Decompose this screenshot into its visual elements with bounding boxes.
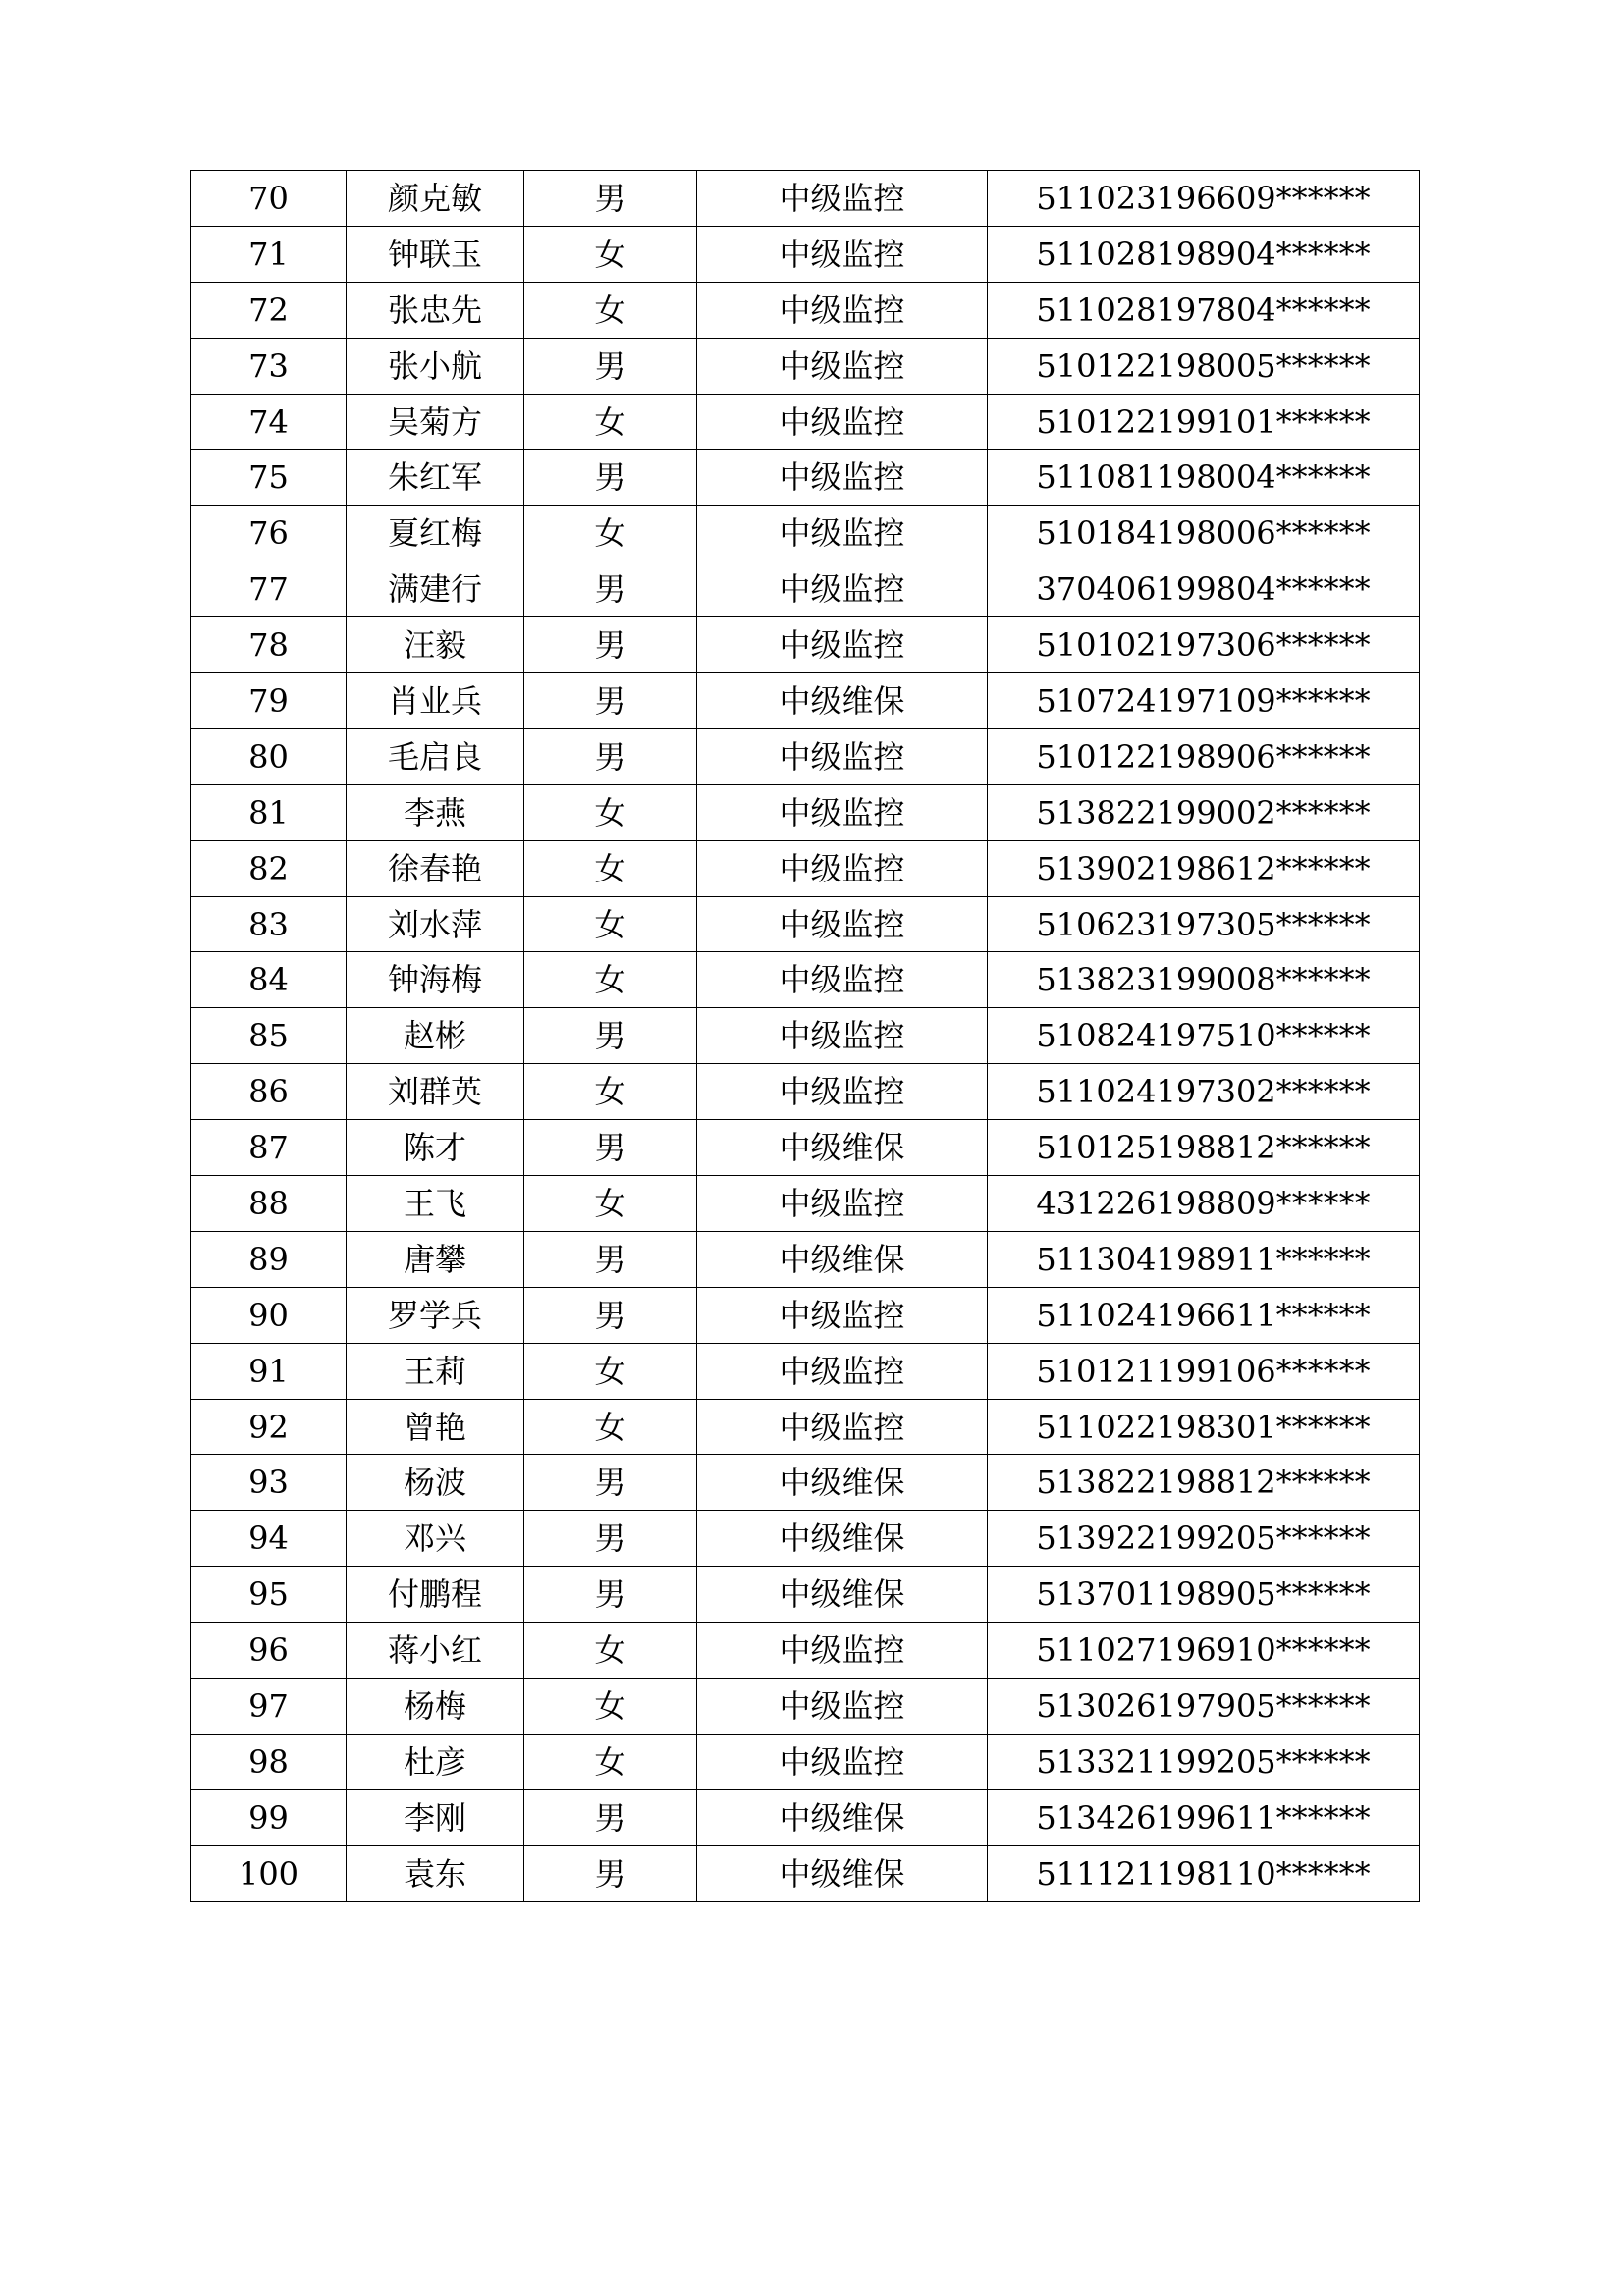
table-row [191,1343,1420,1399]
row-number-cell: 81 [191,784,347,840]
name-cell: 罗学兵 [347,1287,524,1343]
gender-cell: 男 [524,171,697,227]
row-number-cell: 74 [191,394,347,450]
qualification-level-cell: 中级监控 [697,1008,988,1064]
gender-cell: 女 [524,1064,697,1120]
qualification-level-cell: 中级监控 [697,338,988,394]
gender-cell: 女 [524,952,697,1008]
gender-cell: 女 [524,226,697,282]
id-number-cell: 431226198809****** [988,1176,1420,1232]
name-cell: 肖业兵 [347,673,524,729]
gender-cell: 女 [524,394,697,450]
qualification-level-cell: 中级监控 [697,1679,988,1735]
qualification-level-cell: 中级监控 [697,1287,988,1343]
name-cell: 邓兴 [347,1511,524,1567]
id-number-cell: 510102197306****** [988,617,1420,673]
name-cell: 张小航 [347,338,524,394]
row-number-cell: 85 [191,1008,347,1064]
id-number-cell: 510122198005****** [988,338,1420,394]
name-cell: 吴菊方 [347,394,524,450]
roster-table-body [191,171,1420,1902]
qualification-level-cell: 中级维保 [697,673,988,729]
qualification-level-cell: 中级监控 [697,784,988,840]
id-number-cell: 513426199611****** [988,1789,1420,1845]
id-number-cell: 511028197804****** [988,282,1420,338]
table-row [191,450,1420,506]
gender-cell: 男 [524,338,697,394]
row-number-cell: 91 [191,1343,347,1399]
row-number-cell: 72 [191,282,347,338]
gender-cell: 女 [524,506,697,561]
qualification-level-cell: 中级维保 [697,1455,988,1511]
table-row [191,840,1420,896]
gender-cell: 男 [524,1120,697,1176]
row-number-cell: 100 [191,1845,347,1901]
name-cell: 杨波 [347,1455,524,1511]
qualification-level-cell: 中级监控 [697,450,988,506]
id-number-cell: 510184198006****** [988,506,1420,561]
qualification-level-cell: 中级监控 [697,1623,988,1679]
table-row [191,282,1420,338]
name-cell: 钟联玉 [347,226,524,282]
name-cell: 王莉 [347,1343,524,1399]
qualification-level-cell: 中级维保 [697,1231,988,1287]
name-cell: 刘群英 [347,1064,524,1120]
gender-cell: 女 [524,1399,697,1455]
id-number-cell: 510125198812****** [988,1120,1420,1176]
row-number-cell: 78 [191,617,347,673]
id-number-cell: 511121198110****** [988,1845,1420,1901]
row-number-cell: 87 [191,1120,347,1176]
name-cell: 袁东 [347,1845,524,1901]
id-number-cell: 513321199205****** [988,1734,1420,1789]
table-row [191,506,1420,561]
table-row [191,394,1420,450]
gender-cell: 男 [524,1455,697,1511]
name-cell: 杜彦 [347,1734,524,1789]
name-cell: 付鹏程 [347,1567,524,1623]
table-row [191,1231,1420,1287]
gender-cell: 男 [524,1567,697,1623]
row-number-cell: 94 [191,1511,347,1567]
qualification-level-cell: 中级监控 [697,506,988,561]
id-number-cell: 511028198904****** [988,226,1420,282]
name-cell: 毛启良 [347,728,524,784]
qualification-level-cell: 中级监控 [697,840,988,896]
name-cell: 王飞 [347,1176,524,1232]
row-number-cell: 70 [191,171,347,227]
row-number-cell: 71 [191,226,347,282]
name-cell: 颜克敏 [347,171,524,227]
name-cell: 夏红梅 [347,506,524,561]
gender-cell: 女 [524,784,697,840]
gender-cell: 男 [524,617,697,673]
id-number-cell: 510122198906****** [988,728,1420,784]
table-row [191,728,1420,784]
qualification-level-cell: 中级维保 [697,1120,988,1176]
id-number-cell: 513822198812****** [988,1455,1420,1511]
name-cell: 钟海梅 [347,952,524,1008]
name-cell: 徐春艳 [347,840,524,896]
table-row [191,1399,1420,1455]
gender-cell: 女 [524,1343,697,1399]
row-number-cell: 93 [191,1455,347,1511]
table-row [191,1623,1420,1679]
table-row [191,1287,1420,1343]
id-number-cell: 511022198301****** [988,1399,1420,1455]
row-number-cell: 84 [191,952,347,1008]
id-number-cell: 513026197905****** [988,1679,1420,1735]
row-number-cell: 82 [191,840,347,896]
name-cell: 李刚 [347,1789,524,1845]
qualification-level-cell: 中级维保 [697,1845,988,1901]
qualification-level-cell: 中级监控 [697,1176,988,1232]
qualification-level-cell: 中级监控 [697,728,988,784]
id-number-cell: 511027196910****** [988,1623,1420,1679]
id-number-cell: 511023196609****** [988,171,1420,227]
table-row [191,784,1420,840]
table-row [191,1455,1420,1511]
table-row [191,673,1420,729]
qualification-level-cell: 中级监控 [697,282,988,338]
row-number-cell: 98 [191,1734,347,1789]
qualification-level-cell: 中级维保 [697,1789,988,1845]
name-cell: 刘水萍 [347,896,524,952]
name-cell: 唐攀 [347,1231,524,1287]
row-number-cell: 80 [191,728,347,784]
row-number-cell: 95 [191,1567,347,1623]
qualification-level-cell: 中级监控 [697,617,988,673]
table-row [191,1734,1420,1789]
table-row [191,1176,1420,1232]
name-cell: 张忠先 [347,282,524,338]
table-row [191,1567,1420,1623]
id-number-cell: 511024196611****** [988,1287,1420,1343]
gender-cell: 男 [524,1231,697,1287]
qualification-level-cell: 中级监控 [697,394,988,450]
table-row [191,1120,1420,1176]
row-number-cell: 73 [191,338,347,394]
roster-table [190,170,1420,1902]
id-number-cell: 510623197305****** [988,896,1420,952]
name-cell: 曾艳 [347,1399,524,1455]
qualification-level-cell: 中级监控 [697,896,988,952]
name-cell: 汪毅 [347,617,524,673]
row-number-cell: 89 [191,1231,347,1287]
id-number-cell: 513701198905****** [988,1567,1420,1623]
row-number-cell: 76 [191,506,347,561]
name-cell: 朱红军 [347,450,524,506]
qualification-level-cell: 中级监控 [697,952,988,1008]
qualification-level-cell: 中级监控 [697,226,988,282]
table-row [191,338,1420,394]
gender-cell: 女 [524,282,697,338]
qualification-level-cell: 中级维保 [697,1567,988,1623]
gender-cell: 女 [524,1679,697,1735]
qualification-level-cell: 中级维保 [697,1511,988,1567]
gender-cell: 男 [524,673,697,729]
id-number-cell: 510824197510****** [988,1008,1420,1064]
name-cell: 蒋小红 [347,1623,524,1679]
row-number-cell: 86 [191,1064,347,1120]
gender-cell: 男 [524,728,697,784]
id-number-cell: 513922199205****** [988,1511,1420,1567]
id-number-cell: 513823199008****** [988,952,1420,1008]
table-row [191,896,1420,952]
gender-cell: 女 [524,1623,697,1679]
table-row [191,226,1420,282]
id-number-cell: 513902198612****** [988,840,1420,896]
gender-cell: 男 [524,1789,697,1845]
row-number-cell: 83 [191,896,347,952]
qualification-level-cell: 中级监控 [697,1399,988,1455]
qualification-level-cell: 中级监控 [697,171,988,227]
table-row [191,1064,1420,1120]
row-number-cell: 88 [191,1176,347,1232]
name-cell: 陈才 [347,1120,524,1176]
table-row [191,1845,1420,1901]
table-row [191,1008,1420,1064]
name-cell: 李燕 [347,784,524,840]
gender-cell: 男 [524,1511,697,1567]
row-number-cell: 92 [191,1399,347,1455]
gender-cell: 女 [524,840,697,896]
table-row [191,952,1420,1008]
name-cell: 满建行 [347,561,524,617]
gender-cell: 男 [524,1287,697,1343]
id-number-cell: 511081198004****** [988,450,1420,506]
qualification-level-cell: 中级监控 [697,561,988,617]
row-number-cell: 97 [191,1679,347,1735]
name-cell: 杨梅 [347,1679,524,1735]
id-number-cell: 510122199101****** [988,394,1420,450]
row-number-cell: 75 [191,450,347,506]
row-number-cell: 77 [191,561,347,617]
row-number-cell: 79 [191,673,347,729]
table-row [191,617,1420,673]
table-row [191,561,1420,617]
id-number-cell: 510724197109****** [988,673,1420,729]
gender-cell: 男 [524,561,697,617]
id-number-cell: 511024197302****** [988,1064,1420,1120]
id-number-cell: 511304198911****** [988,1231,1420,1287]
gender-cell: 男 [524,1008,697,1064]
gender-cell: 女 [524,1176,697,1232]
gender-cell: 男 [524,450,697,506]
qualification-level-cell: 中级监控 [697,1734,988,1789]
qualification-level-cell: 中级监控 [697,1064,988,1120]
table-row [191,1679,1420,1735]
name-cell: 赵彬 [347,1008,524,1064]
row-number-cell: 96 [191,1623,347,1679]
id-number-cell: 510121199106****** [988,1343,1420,1399]
id-number-cell: 370406199804****** [988,561,1420,617]
id-number-cell: 513822199002****** [988,784,1420,840]
table-row [191,171,1420,227]
gender-cell: 男 [524,1845,697,1901]
row-number-cell: 99 [191,1789,347,1845]
row-number-cell: 90 [191,1287,347,1343]
table-row [191,1789,1420,1845]
gender-cell: 女 [524,1734,697,1789]
gender-cell: 女 [524,896,697,952]
table-row [191,1511,1420,1567]
qualification-level-cell: 中级监控 [697,1343,988,1399]
